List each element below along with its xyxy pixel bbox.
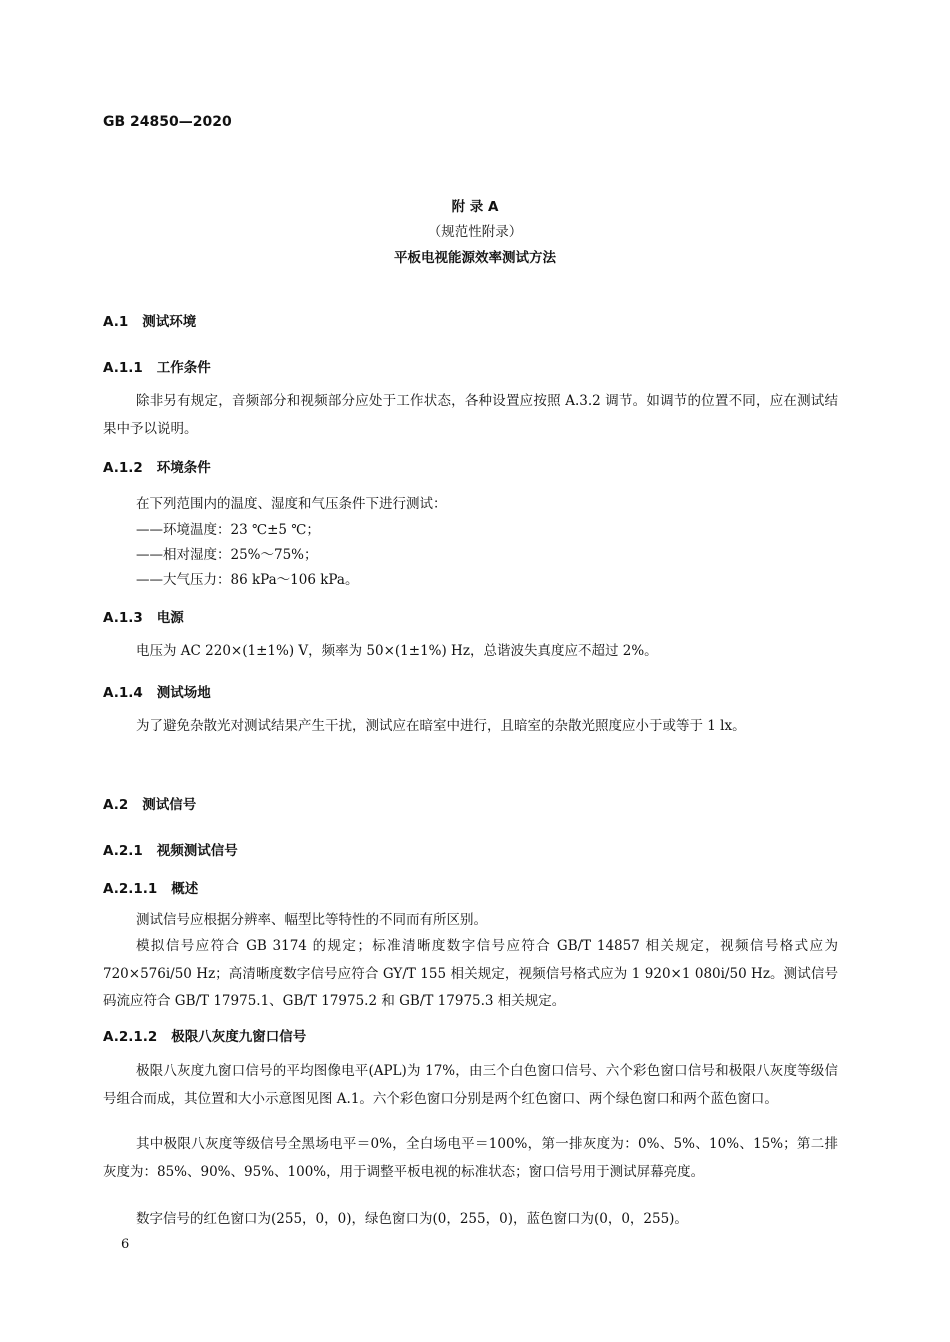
list-item: ——环境温度：23 ℃±5 ℃； (136, 522, 320, 538)
section-a212-para-3: 数字信号的红色窗口为(255，0，0)，绿色窗口为(0，255，0)，蓝色窗口为(0，0，255)。 (136, 1211, 688, 1227)
page-number: 6 (121, 1237, 130, 1252)
section-number: A.1.2 (103, 460, 143, 476)
section-title: 视频测试信号 (156, 843, 238, 859)
annex-type: （规范性附录） (427, 224, 523, 240)
section-title: 工作条件 (156, 360, 211, 376)
section-a212-para-1: 极限八灰度九窗口信号的平均图像电平(APL)为 17%，由三个白色窗口信号、六个彩色窗口信号和极限八灰度等级信号组合而成，其位置和大小示意图见图 A.1。六个彩色窗口分别是两个红色窗口、两个绿色窗口和两个蓝色窗口。 (103, 1063, 838, 1107)
section-title: 测试场地 (156, 685, 211, 701)
section-title: 电源 (156, 610, 184, 626)
section-a13-text: 电压为 AC 220×(1±1%) V，频率为 50×(1±1%) Hz，总谐波失真度应不超过 2%。 (136, 643, 658, 659)
section-a212-para-2: 其中极限八灰度等级信号全黑场电平＝0%，全白场电平＝100%，第一排灰度为：0%、5%、10%、15%；第二排灰度为：85%、90%、95%、100%，用于调整平板电视的标准状态；窗口信号用于测试屏幕亮度。 (103, 1136, 838, 1180)
section-number: A.1.4 (103, 685, 143, 701)
annex-label: 附 录 A (451, 199, 499, 215)
section-title: 概述 (171, 881, 199, 897)
section-a12-heading (103, 456, 211, 476)
section-number: A.2 (103, 797, 129, 813)
section-title: 环境条件 (156, 460, 211, 476)
section-a11-heading (103, 356, 211, 376)
section-a13-heading (103, 606, 184, 626)
section-number: A.1.1 (103, 360, 143, 376)
section-a211-para-1: 测试信号应根据分辨率、幅型比等特性的不同而有所区别。 (136, 912, 487, 928)
annex-title: 平板电视能源效率测试方法 (394, 250, 556, 266)
section-number: A.1.3 (103, 610, 143, 626)
section-a14-text: 为了避免杂散光对测试结果产生干扰，测试应在暗室中进行，且暗室的杂散光照度应小于或等于 1 lx。 (136, 718, 746, 734)
list-item: ——相对湿度：25%～75%； (136, 547, 318, 563)
section-a211-para-2: 模拟信号应符合 GB 3174 的规定；标准清晰度数字信号应符合 GB/T 14857 相关规定，视频信号格式应为 720×576i/50 Hz；高清晰度数字信号应符合 GY/T 155 相关规定，视频信号格式应为 1 920×1 080i/50 Hz。测试信号码流应符合 GB/T 17975.1、GB/T 17975.2 和 GB/T 17975.3 相关规定。 (103, 938, 838, 1009)
section-title: 测试环境 (142, 314, 197, 330)
section-number: A.2.1 (103, 843, 143, 859)
section-a21-heading (103, 839, 238, 859)
section-title: 极限八灰度九窗口信号 (171, 1029, 307, 1045)
list-item: ——大气压力：86 kPa～106 kPa。 (136, 572, 359, 588)
section-number: A.2.1.1 (103, 881, 158, 897)
section-a2-heading (103, 793, 196, 813)
section-a211-heading (103, 877, 198, 897)
section-a14-heading (103, 681, 211, 701)
section-number: A.1 (103, 314, 129, 330)
document-id: GB 24850—2020 (103, 114, 232, 130)
section-title: 测试信号 (142, 797, 197, 813)
section-a11-text: 除非另有规定，音频部分和视频部分应处于工作状态，各种设置应按照 A.3.2 调节。如调节的位置不同，应在测试结果中予以说明。 (103, 393, 838, 437)
section-a1-heading (103, 310, 196, 330)
section-a12-intro: 在下列范围内的温度、湿度和气压条件下进行测试： (136, 496, 447, 512)
section-a212-heading (103, 1025, 306, 1045)
section-number: A.2.1.2 (103, 1029, 158, 1045)
